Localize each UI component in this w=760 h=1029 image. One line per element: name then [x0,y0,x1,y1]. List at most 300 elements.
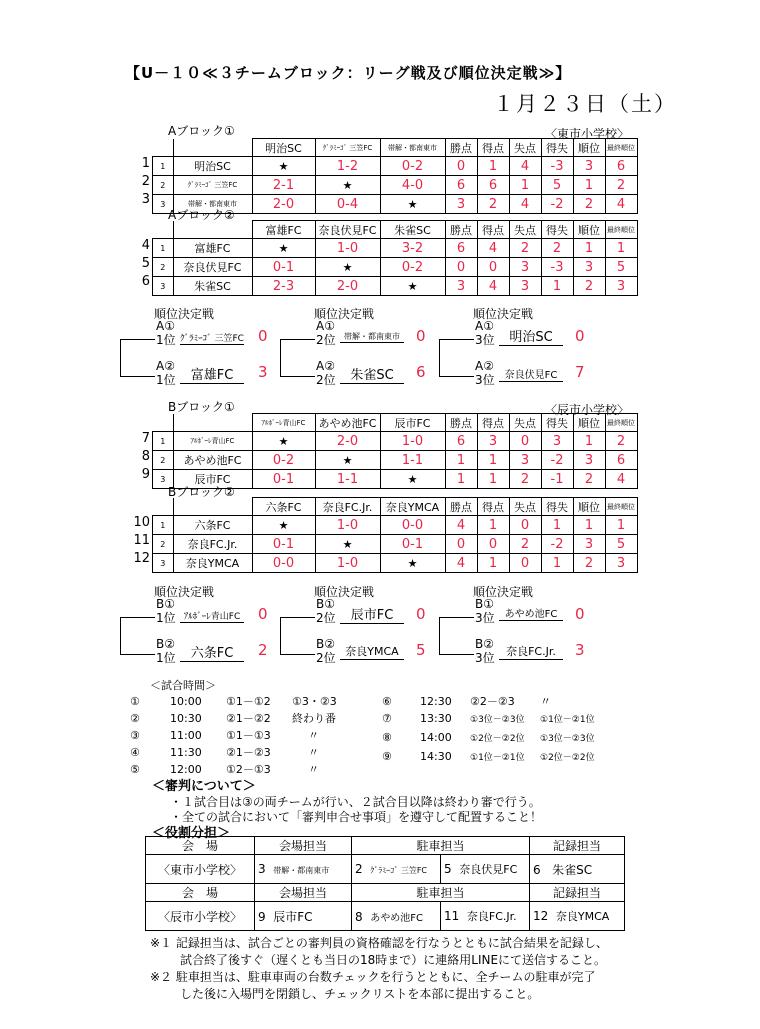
cell-text: 2位 [316,373,336,387]
cell-text: 1 [541,554,573,573]
cell-text: A② [475,359,494,373]
roles-heading: ＜役割分担＞ [152,826,231,841]
cell-text: 1位 [156,373,176,387]
cell-text: 5 [141,256,150,271]
cell-text: 3 [477,432,509,451]
cell-text: 順位決定戦 [473,307,534,321]
cell-text: 0 [445,535,477,554]
cell-text: -3 [541,258,573,277]
cell-text: 4 [605,195,637,214]
cell-text: 記録担当 [530,837,625,855]
footnote-2a: ※２ 駐車担当は、駐車車両の台数チェックを行うとともに、全チームの駐車が完了 [150,970,596,984]
cell-text: 3 [573,535,605,554]
table-row [153,432,638,451]
cell-text: 得失 [541,414,573,432]
cell-text: 3 [573,258,605,277]
cell-text: B② [316,637,335,651]
cell-text: 5 [605,535,637,554]
cell-text: 失点 [509,221,541,239]
cell-text: 2 [509,470,541,489]
cell-text: 失点 [509,414,541,432]
cell-text: 終わり番 [292,712,336,725]
cell-text: 1 [477,157,509,176]
cell-text: 会 場 [146,837,255,855]
cell-text: 1位 [156,611,176,625]
cell-text: 2 [541,239,573,258]
cell-text: 0 [509,516,541,535]
cell-text: 0-1 [380,535,445,554]
cell-text: 1 [153,432,174,451]
cell-text: 3-2 [380,239,445,258]
col-wins: 勝点 [445,139,477,157]
cell-text: 6 [605,157,637,176]
cell-text: 朱雀SC [340,364,404,384]
roles-table [145,836,625,931]
cell-text: ★ [252,516,315,535]
cell-text: 駐車担当 [352,837,530,855]
cell-text: 3 [258,862,266,876]
cell-text: あやめ池FC [370,912,424,924]
cell-text: 得失 [541,221,573,239]
cell-text: 会場担当 [255,884,352,902]
cell-text: 順位 [573,498,605,516]
cell-text: 3 [509,258,541,277]
cell-text: ｸﾞﾗﾐｰｺﾞ 三笠FC [173,176,252,195]
cell-text: 14:00 [420,731,452,744]
cell-text: 3 [541,432,573,451]
cell-text: ｸﾞﾗﾐｰｺﾞ 三笠FC [180,331,244,345]
cell-text: 会場担当 [255,837,352,855]
footnote-2b: した後に入場門を閉鎖し、チェックリストを本部に提出すること。 [180,987,540,1001]
block-a2-label: Aブロック② [168,208,235,222]
cell-text: ★ [315,176,380,195]
page-title: 【U－１０≪３チームブロック：リーグ戦及び順位決定戦≫】 [125,64,572,82]
cell-text: ③ [130,729,140,742]
table-row [153,451,638,470]
table-row [153,239,638,258]
cell-text: 11 [133,533,150,548]
cell-text: 2-3 [252,277,315,296]
cell-text: ★ [315,535,380,554]
cell-text: 1位 [156,651,176,665]
cell-text: ｱﾙﾎﾞｰﾚ青山FC [180,609,244,623]
cell-text: ⑥ [382,695,392,708]
table-row [153,277,638,296]
cell-text: 6 [141,274,150,289]
cell-text: 奈良YMCA [340,643,404,660]
cell-text: 〃 [540,695,551,708]
cell-text: 5 [416,641,426,659]
cell-text: 2-0 [315,432,380,451]
cell-text: 1 [573,432,605,451]
cell-text: 〈東市小学校〉 [146,855,255,884]
cell-text: 順位 [573,221,605,239]
cell-text: 2位 [316,611,336,625]
cell-text: 3 [153,470,174,489]
cell-text: 0-1 [252,470,315,489]
cell-text: 3 [153,195,174,214]
cell-text: 1 [605,516,637,535]
cell-text: ①3位－②3位 [470,715,525,725]
cell-text: あやめ池FC [173,451,252,470]
cell-text: 2 [573,554,605,573]
col-team: 帯解・都南東市 [380,139,445,157]
cell-text: 4 [141,238,150,253]
cell-text: ★ [252,157,315,176]
cell-text: 0-0 [252,554,315,573]
knockout-b3 [437,583,607,673]
cell-text: 1 [573,239,605,258]
cell-text: 記録担当 [530,884,625,902]
cell-text: 3 [153,277,174,296]
cell-text: 1 [153,157,174,176]
schedule-row [382,748,595,767]
col-diff: 得失 [541,139,573,157]
cell-text: 0 [477,258,509,277]
cell-text: 2 [605,432,637,451]
block-b1-table [152,413,638,489]
table-row [153,258,638,277]
schedule-row [130,710,337,727]
cell-text: 1-0 [380,432,445,451]
cell-text: A① [316,319,335,333]
cell-text: 2 [153,258,174,277]
cell-text: ★ [380,554,445,573]
cell-text: 3 [509,451,541,470]
cell-text: 駐車担当 [352,884,530,902]
cell-text: ★ [315,258,380,277]
cell-text: A② [156,359,175,373]
cell-text: B① [156,597,175,611]
cell-text: 2 [509,239,541,258]
cell-text: 0 [477,535,509,554]
col-team: ｸﾞﾗﾐｰｺﾞ 三笠FC [315,139,380,157]
cell-text: 最終順位 [605,221,637,239]
cell-text: ★ [252,432,315,451]
cell-text: 0 [509,554,541,573]
cell-text: 2 [477,195,509,214]
schedule-title: ＜試合時間＞ [150,679,216,692]
cell-text: 帯解・都南東市 [173,195,252,214]
table-row [153,176,638,195]
cell-text: ①1位－②1位 [540,715,595,725]
cell-text: 5 [541,176,573,195]
cell-text: ① [130,695,140,708]
cell-text: ★ [380,277,445,296]
cell-text: ①3・②3 [292,695,337,708]
cell-text: 9 [141,467,150,482]
cell-text: 14:30 [420,750,452,763]
schedule-row [130,693,337,710]
cell-text: 0-2 [380,258,445,277]
schedule-row [382,693,595,710]
cell-text: 10:00 [170,695,202,708]
cell-text: ⑨ [382,750,392,763]
block-a1-venue: 〈東市小学校〉 [545,127,630,141]
cell-text: ①1－①2 [226,695,271,708]
table-row [153,157,638,176]
cell-text: 10 [133,515,150,530]
cell-text: 8 [355,909,363,924]
cell-text: ★ [315,451,380,470]
cell-text: 9 [258,909,266,924]
cell-text: 1 [445,470,477,489]
schedule-left [130,693,337,778]
cell-text: 富雄FC [180,364,244,384]
cell-text: 4 [509,157,541,176]
row-number: 2 [141,174,150,189]
col-team: 明治SC [252,139,315,157]
cell-text: 辰市FC [340,604,404,624]
cell-text: 最終順位 [605,414,637,432]
row-number: 1 [141,156,150,171]
referee-heading: ＜審判について＞ [152,779,256,794]
cell-text: 順位決定戦 [314,307,375,321]
cell-text: 辰市FC [273,909,313,924]
cell-text: 6 [445,239,477,258]
cell-text: 奈良伏見FC [173,258,252,277]
schedule-row [130,744,337,761]
cell-text: 7 [575,363,585,381]
cell-text: 2 [355,862,363,876]
col-rank: 順位 [573,139,605,157]
cell-text: 〃 [308,763,319,776]
cell-text: 0 [575,327,585,345]
cell-text: 12 [533,909,549,923]
cell-text: 3 [445,195,477,214]
cell-text: 勝点 [445,221,477,239]
cell-text: 5 [605,258,637,277]
block-a1-rownums [130,156,150,210]
cell-text: 2 [153,451,174,470]
cell-text: 1位 [156,333,176,347]
cell-text: 朱雀SC [173,277,252,296]
cell-text: 3位 [475,651,495,665]
cell-text: A① [475,319,494,333]
cell-text: 4-0 [380,176,445,195]
cell-text: -1 [541,470,573,489]
block-a2-table [152,220,638,296]
cell-text: 富雄FC [173,239,252,258]
cell-text: 奈良伏見FC [459,863,518,876]
cell-text: 1 [541,277,573,296]
cell-text: ①2位－②2位 [540,753,595,763]
cell-text: 2 [153,176,174,195]
cell-text: ★ [380,195,445,214]
cell-text: 勝点 [445,498,477,516]
cell-text: 0-1 [252,258,315,277]
cell-text: 2 [605,176,637,195]
cell-text: ④ [130,746,140,759]
cell-text: 12 [133,551,150,566]
cell-text: ②2－②3 [470,695,515,708]
cell-text: 2-0 [252,195,315,214]
cell-text: 2-0 [315,277,380,296]
referee-line2: ・全ての試合において「審判申合せ事項」を遵守して配置すること！ [170,810,543,824]
knockout-b1 [118,583,288,673]
cell-text: 会 場 [146,884,255,902]
cell-text: 〃 [308,729,319,742]
cell-text: 0 [509,432,541,451]
cell-text: 11:30 [170,746,202,759]
cell-text: 失点 [509,498,541,516]
cell-text: 帯解・都南東市 [273,866,330,875]
block-a1-table [152,138,638,214]
cell-text: 順位決定戦 [473,585,534,599]
cell-text: 0-2 [252,451,315,470]
cell-text: ①1位－②1位 [470,753,525,763]
cell-text: 11:00 [170,729,202,742]
cell-text: 得失 [541,498,573,516]
table-row [153,554,638,573]
cell-text: 0-2 [380,157,445,176]
block-b1-venue: 〈辰市小学校〉 [545,403,630,417]
cell-text: 辰市FC [380,414,445,432]
cell-text: 3位 [475,611,495,625]
cell-text: 1-1 [315,470,380,489]
cell-text: 奈良FC.Jr. [315,498,380,516]
schedule-row [382,710,595,729]
cell-text: 3 [575,641,585,659]
cell-text: 2 [573,277,605,296]
knockout-a1 [118,305,288,395]
cell-text: 六条FC [173,516,252,535]
referee-line1: ・１試合目は③の両チームが行い、２試合目以降は終わり審で行う。 [170,795,541,809]
event-date: １月２３日（土） [493,92,677,116]
footnotes [150,935,608,1003]
cell-text: 〈辰市小学校〉 [146,902,255,931]
cell-text: 2 [153,535,174,554]
table-row [153,535,638,554]
cell-text: A① [156,319,175,333]
cell-text: 6 [605,451,637,470]
cell-text: B① [316,597,335,611]
cell-text: 6 [416,363,426,381]
cell-text: 3 [509,277,541,296]
cell-text: 4 [445,554,477,573]
cell-text: ①2－①3 [226,763,271,776]
cell-text: 順位決定戦 [314,585,375,599]
cell-text: 0 [445,258,477,277]
cell-text: B② [156,637,175,651]
cell-text: 3 [605,554,637,573]
cell-text: ①1－①3 [226,729,271,742]
cell-text: 0 [575,605,585,623]
cell-text: 奈良FC.Jr. [499,643,563,660]
cell-text: 明治SC [499,326,563,346]
cell-text: 1 [477,451,509,470]
cell-text: あやめ池FC [315,414,380,432]
cell-text: 1-0 [315,516,380,535]
cell-text: ★ [380,470,445,489]
cell-text: 2 [509,535,541,554]
cell-text: 2位 [316,651,336,665]
cell-text: 4 [509,195,541,214]
cell-text: 0 [416,327,426,345]
cell-text: 朱雀SC [552,862,593,877]
cell-text: 奈良YMCA [555,910,610,923]
cell-text: 奈良伏見FC [499,366,563,382]
cell-text: 6 [477,176,509,195]
cell-text: 4 [477,239,509,258]
schedule-row [382,729,595,748]
cell-text: 六条FC [180,642,244,662]
cell-text: ⑦ [382,712,392,725]
cell-text: 0 [416,605,426,623]
schedule-row [130,727,337,744]
cell-text: 3 [258,363,268,381]
cell-text: 奈良FC.Jr. [466,910,517,923]
cell-text: 7 [141,431,150,446]
cell-text: 奈良YMCA [173,554,252,573]
cell-text: 0 [258,327,268,345]
block-a1-label: Aブロック① [168,124,235,138]
cell-text: 富雄FC [252,221,315,239]
cell-text: 1 [477,516,509,535]
cell-text: 〃 [308,746,319,759]
cell-text: 4 [445,516,477,535]
cell-text: ①2位－②2位 [470,734,525,744]
footnote-1b: 試合終了後すぐ（遅くとも当日の18時まで）に連絡用LINEにて送信すること。 [180,953,607,967]
cell-text: -3 [541,157,573,176]
cell-text: 3 [445,277,477,296]
knockout-b2 [278,583,448,673]
col-conceded: 失点 [509,139,541,157]
block-b2-label: Bブロック② [168,485,235,499]
footnote-1a: ※１ 記録担当は、試合ごとの審判員の資格確認を行なうとともに試合結果を記録し、 [150,936,608,950]
cell-text: 順位 [573,414,605,432]
table-row [153,516,638,535]
cell-text: 1 [573,176,605,195]
col-goals: 得点 [477,139,509,157]
cell-text: ⑤ [130,763,140,776]
cell-text: 1 [153,516,174,535]
cell-text: 0-4 [315,195,380,214]
cell-text: 8 [141,449,150,464]
cell-text: 3位 [475,373,495,387]
cell-text: 0 [258,605,268,623]
cell-text: 1 [445,451,477,470]
cell-text: 3 [573,451,605,470]
block-b1-label: Bブロック① [168,400,235,414]
cell-text: ②1－②2 [226,712,271,725]
cell-text: 朱雀SC [380,221,445,239]
cell-text: 1 [573,516,605,535]
cell-text: 2 [573,470,605,489]
cell-text: B① [475,597,494,611]
cell-text: 1 [153,239,174,258]
cell-text: 0 [445,157,477,176]
cell-text: 3 [605,277,637,296]
cell-text: 2位 [316,333,336,347]
cell-text: 1-0 [315,554,380,573]
cell-text: ★ [252,239,315,258]
cell-text: 1 [509,176,541,195]
cell-text: 1-2 [315,157,380,176]
cell-text: ①3位－②3位 [540,734,595,744]
cell-text: 六条FC [252,498,315,516]
cell-text: 0-1 [252,535,315,554]
cell-text: 4 [477,277,509,296]
cell-text: 13:30 [420,712,452,725]
cell-text: 3 [573,157,605,176]
cell-text: ｱﾙﾎﾞｰﾚ青山FC [173,432,252,451]
knockout-a3 [437,305,607,395]
cell-text: 10:30 [170,712,202,725]
col-final: 最終順位 [605,139,637,157]
schedule-right [382,693,595,767]
cell-text: 3位 [475,333,495,347]
